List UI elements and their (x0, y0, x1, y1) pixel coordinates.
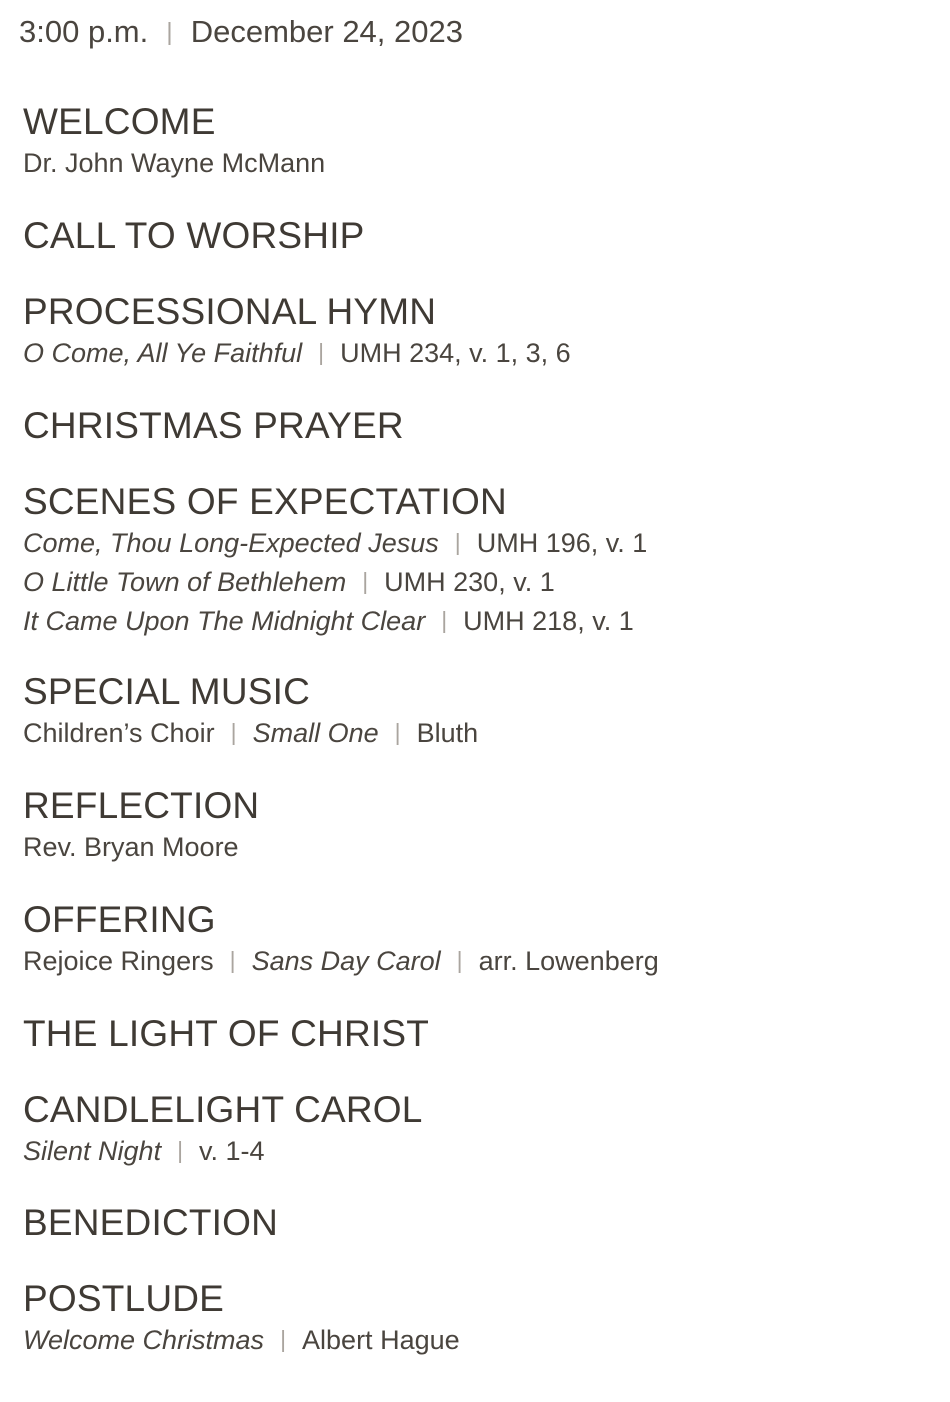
program-item (23, 214, 365, 258)
program-item-title: SPECIAL MUSIC (23, 671, 311, 712)
program-item (23, 1088, 423, 1171)
service-time: 3:00 p.m. (19, 14, 149, 49)
program-item-title: THE LIGHT OF CHRIST (23, 1013, 430, 1054)
program-item-title: OFFERING (23, 899, 216, 940)
program-item-title: REFLECTION (23, 785, 260, 826)
program-item (23, 670, 478, 753)
separator: | (177, 1137, 184, 1163)
separator: | (280, 1326, 287, 1352)
piece-title: Come, Thou Long-Expected Jesus (23, 528, 439, 558)
separator: | (362, 568, 369, 594)
program-item (23, 1012, 429, 1056)
piece-title: O Come, All Ye Faithful (23, 338, 303, 368)
detail-text: Rev. Bryan Moore (23, 832, 239, 862)
program-item-title: CHRISTMAS PRAYER (23, 405, 404, 446)
detail-text: UMH 218, v. 1 (463, 606, 634, 636)
service-date: December 24, 2023 (190, 14, 463, 49)
program-item (23, 784, 259, 866)
separator: | (394, 719, 401, 745)
program-item-title: SCENES OF EXPECTATION (23, 481, 507, 522)
program-item-detail (23, 334, 571, 373)
separator: | (441, 607, 448, 633)
separator: | (229, 947, 236, 973)
service-datetime (19, 12, 463, 55)
program-item-title: BENEDICTION (23, 1202, 279, 1243)
program-item (23, 1277, 460, 1360)
detail-text: UMH 196, v. 1 (476, 528, 648, 558)
piece-title: Small One (252, 718, 379, 748)
detail-text: Rejoice Ringers (23, 946, 214, 976)
detail-text: arr. Lowenberg (478, 946, 659, 976)
detail-text: UMH 230, v. 1 (384, 567, 555, 597)
program-item-title: POSTLUDE (23, 1278, 225, 1319)
program-item-title: PROCESSIONAL HYMN (23, 291, 437, 332)
program-item-detail (23, 714, 478, 753)
program-item-detail (23, 524, 647, 563)
program-item-detail (23, 1132, 423, 1171)
program-item (23, 480, 647, 641)
program-item-detail (23, 1321, 460, 1360)
program-item-detail (23, 942, 659, 981)
separator: | (456, 947, 463, 973)
piece-title: Silent Night (23, 1136, 162, 1166)
program-item-title: CALL TO WORSHIP (23, 215, 365, 256)
detail-text: Albert Hague (302, 1325, 460, 1355)
separator: | (230, 719, 237, 745)
detail-text: Children’s Choir (23, 718, 215, 748)
detail-text: Dr. John Wayne McMann (23, 148, 326, 178)
piece-title: Sans Day Carol (251, 946, 441, 976)
program-item (23, 898, 659, 981)
program-item (23, 290, 571, 373)
detail-text: UMH 234, v. 1, 3, 6 (340, 338, 571, 368)
program-item-detail (23, 602, 647, 641)
piece-title: It Came Upon The Midnight Clear (23, 606, 426, 636)
program-item-title: WELCOME (23, 101, 216, 142)
program-item-title: CANDLELIGHT CAROL (23, 1089, 423, 1130)
detail-text: v. 1-4 (199, 1136, 265, 1166)
program-item-detail (23, 563, 647, 602)
program-item (23, 1201, 278, 1245)
separator: | (318, 339, 325, 365)
separator: | (454, 529, 461, 555)
piece-title: O Little Town of Bethlehem (23, 567, 347, 597)
piece-title: Welcome Christmas (23, 1325, 265, 1355)
detail-text: Bluth (416, 718, 479, 748)
program-item-detail (23, 144, 325, 182)
program-item (23, 100, 325, 182)
program-item (23, 404, 404, 448)
separator: | (166, 19, 173, 46)
program-item-detail (23, 828, 259, 866)
